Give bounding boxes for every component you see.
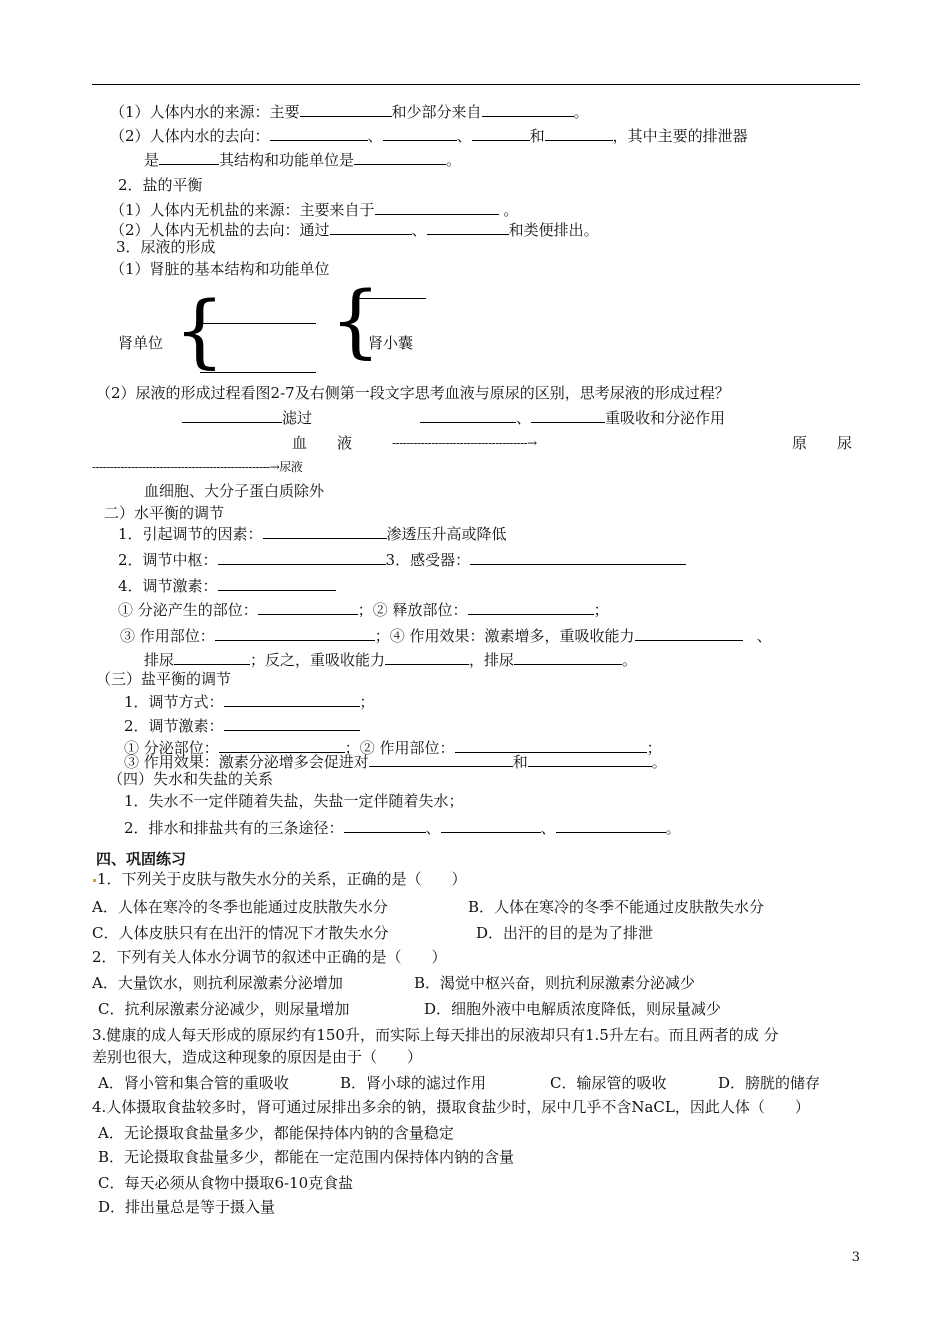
option: B．肾小球的滤过作用 — [340, 1074, 487, 1092]
blank — [420, 408, 516, 423]
blank — [375, 200, 499, 215]
option: D．细胞外液中电解质浓度降低，则尿量减少 — [424, 1000, 722, 1018]
arrow-line: --------------------------------------→ — [392, 436, 537, 450]
blank — [224, 692, 360, 707]
blank — [174, 650, 250, 665]
text: 、 — [425, 819, 441, 837]
blank — [300, 102, 392, 117]
text: 、 — [367, 127, 383, 145]
sreg-line-1 — [124, 692, 375, 711]
text: ，排尿 — [469, 651, 515, 669]
text: ③ 作用效果：激素分泌增多会促进对 — [124, 753, 369, 771]
text: 。 — [446, 151, 462, 169]
reg-line-4a — [118, 600, 609, 619]
blank — [556, 818, 666, 833]
text: 3．感受器： — [385, 551, 471, 569]
sreg-line-4 — [124, 752, 667, 771]
q2: 2．下列有关人体水分调节的叙述中正确的是（ ） — [92, 948, 447, 966]
q3: 3.健康的成人每天形成的原尿约有150升，而实际上每天排出的尿液却只有1.5升左右。而且两者的成 分 — [92, 1026, 779, 1044]
text: 2．调节中枢： — [118, 551, 218, 569]
option: A．大量饮水，则抗利尿激素分泌增加 — [92, 974, 343, 992]
text: ，其中主要的排泄器 — [612, 127, 748, 145]
blank — [159, 150, 219, 165]
brace-right: { — [330, 274, 381, 367]
blank — [528, 752, 652, 767]
text: ；② 释放部位： — [357, 601, 468, 619]
blank — [427, 220, 509, 235]
section-title: 二）水平衡的调节 — [104, 504, 225, 522]
urine-title: 3．尿液的形成 — [116, 238, 216, 256]
text: 原 尿 — [792, 434, 853, 452]
blank-line — [200, 372, 316, 373]
text: （1）人体内无机盐的来源：主要来自于 — [110, 201, 375, 219]
text: 2．排水和排盐共有的三条途径： — [124, 819, 344, 837]
q1 — [92, 870, 467, 888]
text: 、 — [516, 409, 532, 427]
blank — [383, 126, 457, 141]
arrow-line-2: --------------------------------------------------→尿液 — [92, 460, 303, 474]
text: 是 — [144, 151, 160, 169]
blank — [441, 818, 541, 833]
blank — [455, 738, 647, 753]
blank — [468, 600, 594, 615]
option: C．抗利尿激素分泌减少，则尿量增加 — [98, 1000, 350, 1018]
section-title: （四）失水和失盐的关系 — [108, 770, 274, 788]
text: ① 分泌部位： — [124, 739, 219, 757]
blank-line — [358, 298, 426, 299]
text: ③ 作用部位： — [120, 627, 215, 645]
mark-dot — [93, 879, 96, 882]
text: 。 — [573, 103, 589, 121]
section-title: （三）盐平衡的调节 — [96, 670, 232, 688]
option: D．出汗的目的是为了排泄 — [476, 924, 654, 942]
nephron-label: 肾单位 — [118, 334, 164, 352]
urine-process-text: （2）尿液的形成过程看图2-7及右侧第一段文字思考血液与原尿的区别，思考尿液的形成过程？ — [96, 384, 730, 402]
blank — [219, 738, 345, 753]
text: 。 — [651, 753, 667, 771]
reg-line-1 — [118, 524, 507, 543]
text: 排尿 — [144, 651, 175, 669]
blank — [545, 126, 613, 141]
brace-left: { — [174, 284, 225, 377]
blank — [531, 408, 605, 423]
blank — [218, 576, 336, 591]
option: D．排出量总是等于摄入量 — [98, 1198, 276, 1216]
blank — [258, 600, 358, 615]
water-source-line — [110, 102, 589, 121]
blank — [330, 220, 412, 235]
salt-source-line — [110, 200, 518, 219]
water-out-line — [110, 126, 748, 145]
text: ；④ 作用效果：激素增多，重吸收能力 — [374, 627, 635, 645]
sreg-line-2 — [124, 716, 360, 735]
text: ；② 作用部位： — [344, 739, 455, 757]
text: ； — [593, 601, 609, 619]
blank — [369, 752, 513, 767]
blank-line — [200, 323, 316, 324]
header-rule — [92, 84, 860, 85]
text: （1）人体内水的来源：主要 — [110, 103, 300, 121]
text: 、 — [540, 819, 556, 837]
loss-line-1: 1．失水不一定伴随着失盐，失盐一定伴随着失水； — [124, 792, 464, 810]
blank — [635, 626, 743, 641]
text: 1．引起调节的因素： — [118, 525, 263, 543]
option: A．肾小管和集合管的重吸收 — [98, 1074, 289, 1092]
text: 、 — [411, 221, 427, 239]
q3-line-2: 差别也很大，造成这种现象的原因是由于（ ） — [92, 1048, 423, 1066]
blank — [263, 524, 387, 539]
text: 渗透压升高或降低 — [386, 525, 507, 543]
capsule-label: 肾小囊 — [368, 334, 414, 352]
text: 重吸收和分泌作用 — [605, 409, 726, 427]
page-number: 3 — [851, 1250, 860, 1265]
option: C．输尿管的吸收 — [550, 1074, 667, 1092]
blank — [215, 626, 375, 641]
blank — [470, 550, 686, 565]
blank — [514, 650, 622, 665]
practice-title: 四、巩固练习 — [96, 850, 187, 868]
water-out-line-2 — [144, 150, 461, 169]
option: A．人体在寒冷的冬季也能通过皮肤散失水分 — [92, 898, 388, 916]
blank — [182, 408, 282, 423]
blank — [224, 716, 360, 731]
blank — [385, 650, 469, 665]
text: 和 — [512, 753, 528, 771]
text: 。 — [498, 201, 519, 219]
text: 和少部分来自 — [391, 103, 482, 121]
salt-title: 2．盐的平衡 — [118, 176, 203, 194]
q4: 4.人体摄取食盐较多时，肾可通过尿排出多余的钠，摄取食盐少时，尿中几乎不含NaCL，因此人体（ ） — [92, 1098, 810, 1116]
text: （2）人体内无机盐的去向：通过 — [110, 221, 330, 239]
text: ① 分泌产生的部位： — [118, 601, 258, 619]
blank — [354, 150, 446, 165]
salt-out-line — [110, 220, 599, 239]
text: 1．下列关于皮肤与散失水分的关系，正确的是（ ） — [97, 870, 467, 888]
raw-urine-label — [792, 434, 852, 452]
reg-line-4b: ③ 作用部位： ；④ 作用效果：激素增多，重吸收能力 、 — [120, 627, 772, 645]
kidney-title: （1）肾脏的基本结构和功能单位 — [110, 260, 330, 278]
reg-line-2 — [118, 550, 686, 569]
text: 其结构和功能单位是 — [219, 151, 355, 169]
text: 滤过 — [282, 409, 313, 427]
text: 、 — [456, 127, 472, 145]
text: ； — [646, 739, 662, 757]
blank — [472, 126, 530, 141]
text: （2）人体内水的去向： — [110, 127, 270, 145]
option: B．渴觉中枢兴奋，则抗利尿激素分泌减少 — [414, 974, 696, 992]
text: 。 — [622, 651, 638, 669]
blank — [344, 818, 426, 833]
text: 4．调节激素： — [118, 577, 218, 595]
text: 。 — [665, 819, 681, 837]
blank — [482, 102, 574, 117]
option: A．无论摄取食盐量多少，都能保持体内钠的含量稳定 — [98, 1124, 454, 1142]
option: C．人体皮肤只有在出汗的情况下才散失水分 — [92, 924, 389, 942]
removed-label: 血细胞、大分子蛋白质除外 — [144, 482, 325, 500]
option: D．膀胱的储存 — [718, 1074, 821, 1092]
text: 2．调节激素： — [124, 717, 224, 735]
option: C．每天必须从食物中摄取6-10克食盐 — [98, 1174, 354, 1192]
filter-line — [182, 408, 725, 427]
text: 1．调节方式： — [124, 693, 224, 711]
option: B．人体在寒冷的冬季不能通过皮肤散失水分 — [468, 898, 765, 916]
text: ； — [359, 693, 375, 711]
reg-line-4 — [118, 576, 336, 595]
reg-line-4c — [144, 650, 637, 669]
text: 和 — [529, 127, 545, 145]
blood-label: 血 液 — [292, 434, 353, 452]
blank — [218, 550, 386, 565]
option: B．无论摄取食盐量多少，都能在一定范围内保持体内钠的含量 — [98, 1148, 515, 1166]
blank — [270, 126, 368, 141]
text: 和类便排出。 — [508, 221, 599, 239]
loss-line-2 — [124, 818, 681, 837]
text: ；反之，重吸收能力 — [250, 651, 386, 669]
